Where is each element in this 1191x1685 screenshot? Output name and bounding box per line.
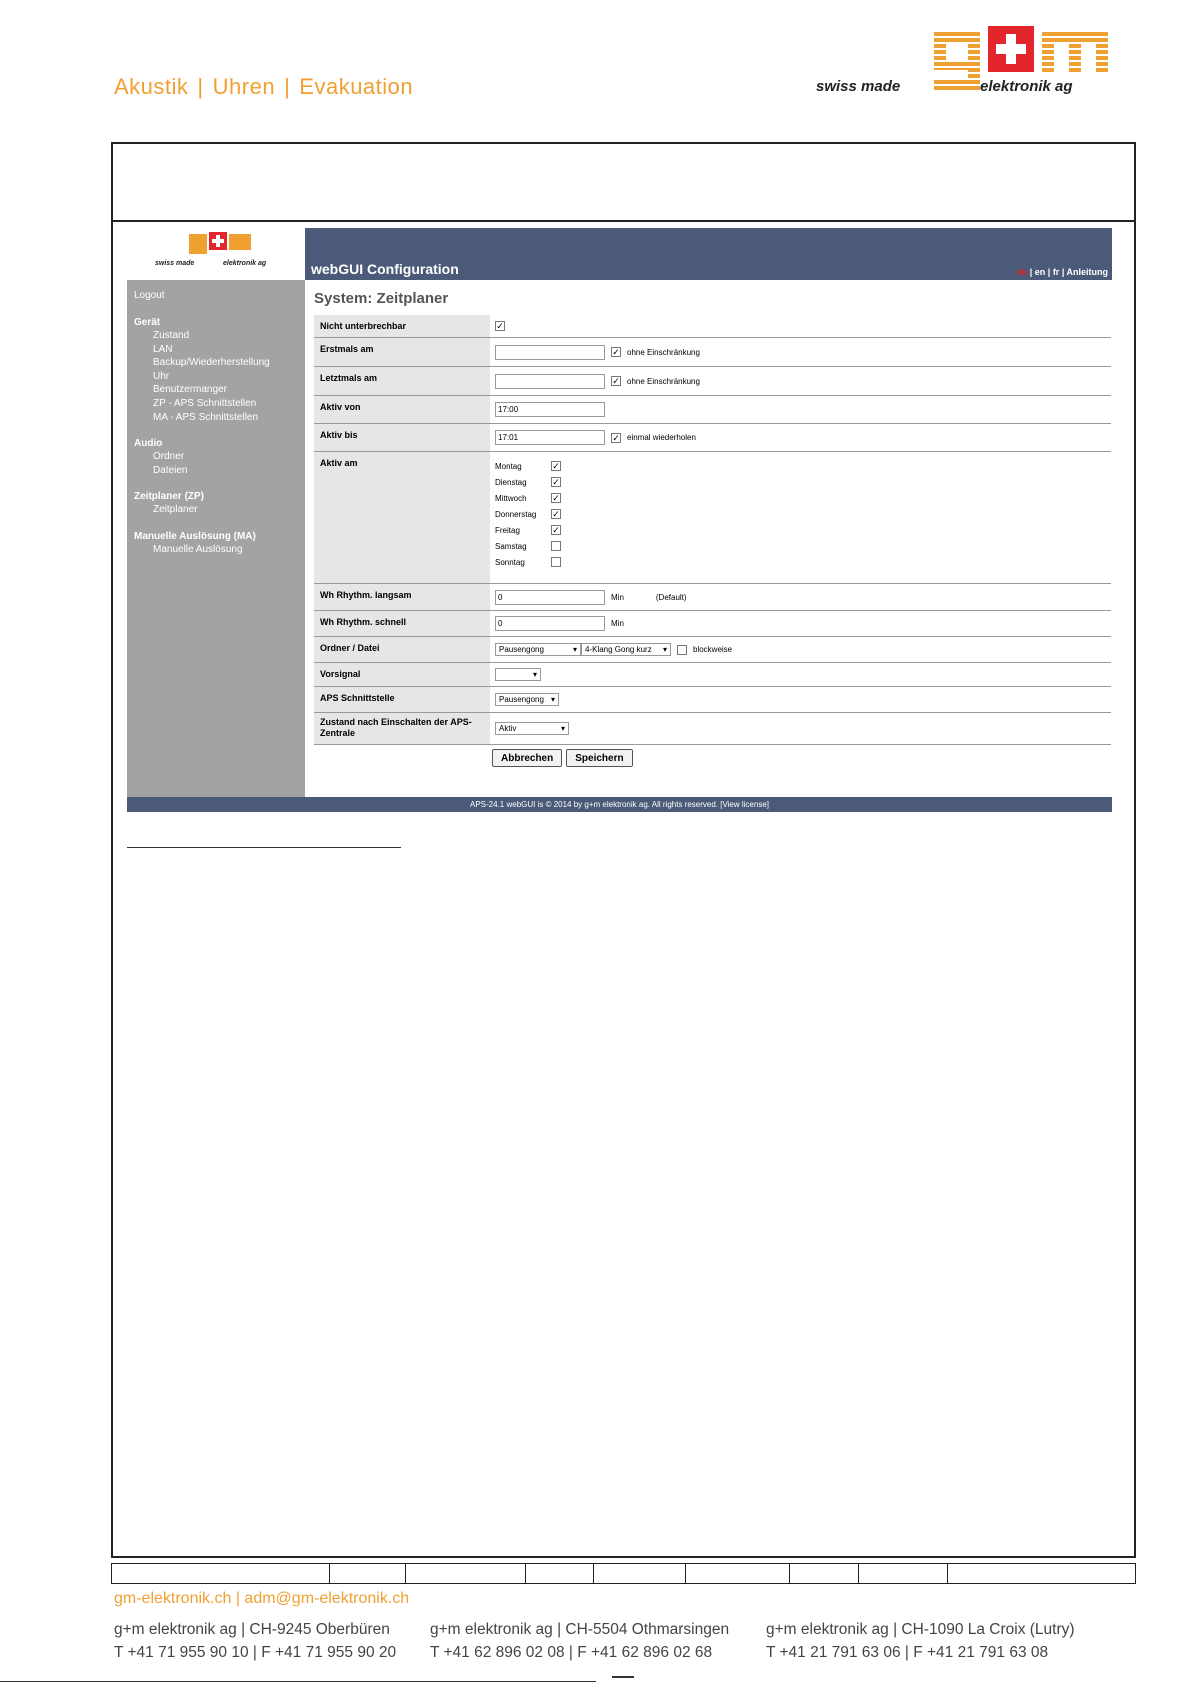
sidebar-group-zeitplaner bbox=[134, 490, 305, 517]
gui-logo-swiss-made: swiss made bbox=[155, 260, 195, 267]
day-label: Sonntag bbox=[495, 557, 525, 567]
bottom-mark bbox=[612, 1676, 634, 1678]
sidebar-section-title[interactable]: Gerät bbox=[134, 317, 161, 328]
default-note: (Default) bbox=[655, 592, 687, 602]
sidebar-item-manuelle-ausloesung[interactable]: Manuelle Auslösung bbox=[153, 543, 243, 555]
lang-separator: | bbox=[1045, 267, 1053, 277]
erstmals-input[interactable] bbox=[495, 345, 605, 360]
form-row bbox=[314, 611, 1111, 637]
form-row bbox=[314, 637, 1111, 663]
aps-select-value: Pausengong bbox=[499, 695, 544, 704]
footer-cell bbox=[948, 1564, 1135, 1583]
sidebar-item-benutzermanger[interactable]: Benutzermanger bbox=[153, 384, 227, 396]
address-othmarsingen bbox=[430, 1618, 729, 1664]
checkbox-label: ohne Einschränkung bbox=[627, 347, 700, 357]
unit-label: Min bbox=[611, 592, 624, 602]
letztmals-input[interactable] bbox=[495, 374, 605, 389]
day-label: Mittwoch bbox=[495, 493, 527, 503]
footer-cell bbox=[526, 1564, 594, 1583]
field-label: APS Schnittstelle bbox=[314, 687, 491, 712]
rhythm-schnell-input[interactable]: 0 bbox=[495, 616, 605, 631]
lang-en-link[interactable]: en bbox=[1034, 267, 1046, 277]
chevron-down-icon: ▾ bbox=[572, 645, 577, 654]
folder-select[interactable] bbox=[495, 643, 581, 656]
sidebar-item-zp-aps[interactable]: ZP - APS Schnittstellen bbox=[153, 397, 257, 409]
sidebar-item-backup[interactable]: Backup/Wiederherstellung bbox=[153, 357, 270, 369]
logo-elektronik: elektronik ag bbox=[980, 78, 1073, 95]
address-line: g+m elektronik ag | CH-9245 Oberbüren bbox=[114, 1621, 390, 1638]
field-label: Aktiv bis bbox=[314, 424, 491, 451]
footer-cell bbox=[406, 1564, 526, 1583]
field-label: Nicht unterbrechbar bbox=[314, 315, 491, 337]
letztmals-unlimited-checkbox[interactable]: ✓ bbox=[612, 376, 620, 386]
sidebar-item-uhr[interactable]: Uhr bbox=[153, 370, 170, 382]
checkbox-label: ohne Einschränkung bbox=[627, 376, 700, 386]
logo-swiss-made: swiss made bbox=[816, 78, 901, 95]
sidebar-section-title[interactable]: Manuelle Auslösung (MA) bbox=[134, 530, 256, 542]
field-label: Wh Rhythm. langsam bbox=[314, 584, 491, 610]
field-label: Ordner / Datei bbox=[314, 637, 491, 662]
field-label: Wh Rhythm. schnell bbox=[314, 611, 491, 636]
footer-cell bbox=[790, 1564, 859, 1583]
sidebar bbox=[127, 280, 305, 797]
vorsignal-select[interactable] bbox=[495, 668, 541, 681]
chevron-down-icon: ▾ bbox=[560, 724, 565, 733]
chevron-down-icon: ▾ bbox=[532, 670, 537, 679]
button-bar bbox=[314, 745, 1111, 769]
lang-de-link[interactable]: de bbox=[1016, 267, 1028, 277]
zustand-select-value: Aktiv bbox=[499, 724, 517, 733]
field-label: Zustand nach Einschalten der APS-Zentrale bbox=[314, 713, 491, 744]
gui-header bbox=[305, 228, 1112, 280]
gui-footer: APS-24.1 webGUI is © 2014 by g+m elektronik ag. All rights reserved. [View license] bbox=[127, 797, 1112, 812]
sidebar-item-lan[interactable]: LAN bbox=[153, 343, 173, 355]
save-button[interactable]: Speichern bbox=[566, 749, 632, 767]
day-checkbox-samstag[interactable] bbox=[551, 541, 561, 551]
sidebar-section-title[interactable]: Zeitplaner (ZP) bbox=[134, 491, 205, 503]
field-label: Letztmals am bbox=[314, 367, 491, 395]
chevron-down-icon: ▾ bbox=[550, 695, 555, 704]
day-label: Samstag bbox=[495, 541, 527, 551]
day-label: Montag bbox=[495, 461, 522, 471]
day-checkbox-dienstag[interactable]: ✓ bbox=[552, 477, 560, 487]
tagline-separator: | bbox=[284, 74, 291, 99]
gui-title: webGUI Configuration bbox=[311, 261, 459, 277]
day-checkbox-donnerstag[interactable]: ✓ bbox=[552, 509, 560, 519]
form-row bbox=[314, 687, 1111, 713]
sidebar-group-geraet bbox=[134, 316, 305, 424]
day-label: Dienstag bbox=[495, 477, 527, 487]
checkbox-label: blockweise bbox=[693, 645, 733, 654]
erstmals-unlimited-checkbox[interactable]: ✓ bbox=[612, 347, 620, 357]
day-checkbox-mittwoch[interactable]: ✓ bbox=[552, 493, 560, 503]
footer-cell bbox=[686, 1564, 790, 1583]
field-label: Erstmals am bbox=[314, 338, 491, 366]
day-label: Freitag bbox=[495, 525, 520, 535]
tagline-evakuation: Evakuation bbox=[299, 74, 414, 99]
footer-cell bbox=[594, 1564, 686, 1583]
day-checkbox-sonntag[interactable] bbox=[551, 557, 561, 567]
phone-line: T +41 71 955 90 10 | F +41 71 955 90 20 bbox=[114, 1644, 397, 1661]
checkbox-label: einmal wiederholen bbox=[627, 433, 696, 442]
sidebar-group-manuelle bbox=[134, 530, 305, 557]
einmal-wiederholen-checkbox[interactable]: ✓ bbox=[612, 432, 620, 443]
webgui-screenshot bbox=[127, 228, 1112, 812]
form-row bbox=[314, 315, 1111, 338]
gui-logo-elektronik: elektronik ag bbox=[223, 260, 267, 267]
form-row bbox=[314, 452, 1111, 584]
bottom-rule bbox=[0, 1681, 596, 1682]
blockweise-checkbox[interactable] bbox=[677, 645, 687, 655]
address-line: g+m elektronik ag | CH-1090 La Croix (Lutry) bbox=[766, 1621, 1075, 1638]
underline-rule bbox=[127, 847, 401, 848]
manual-link[interactable]: Anleitung bbox=[1066, 267, 1108, 277]
footer-table bbox=[111, 1563, 1136, 1584]
address-la-croix bbox=[766, 1618, 1075, 1664]
form-row bbox=[314, 663, 1111, 687]
sidebar-item-zustand[interactable]: Zustand bbox=[153, 330, 190, 341]
address-oberbueren bbox=[114, 1618, 396, 1664]
field-label: Vorsignal bbox=[314, 663, 491, 686]
language-switcher bbox=[1017, 267, 1108, 277]
phone-line: T +41 21 791 63 06 | F +41 21 791 63 08 bbox=[766, 1644, 1049, 1661]
gui-logo bbox=[127, 228, 305, 280]
nicht-unterbrechbar-checkbox[interactable]: ✓ bbox=[496, 321, 504, 331]
footer-cell bbox=[112, 1564, 330, 1583]
sidebar-item-ordner[interactable]: Ordner bbox=[153, 451, 185, 463]
rhythm-langsam-input[interactable]: 0 bbox=[495, 590, 605, 605]
cancel-button[interactable]: Abbrechen bbox=[492, 749, 562, 767]
sidebar-item-ma-aps[interactable]: MA - APS Schnittstellen bbox=[153, 411, 259, 423]
gm-logo-small bbox=[187, 230, 253, 256]
form-row bbox=[314, 424, 1111, 452]
form-row bbox=[314, 396, 1111, 424]
sidebar-item-dateien[interactable]: Dateien bbox=[153, 464, 188, 476]
form-row bbox=[314, 367, 1111, 396]
tagline bbox=[114, 74, 413, 100]
form-row bbox=[314, 584, 1111, 611]
weekday-list bbox=[495, 457, 565, 567]
form-row bbox=[314, 338, 1111, 367]
footer-web-contact[interactable]: gm-elektronik.ch | adm@gm-elektronik.ch bbox=[114, 1590, 410, 1607]
footer-cell bbox=[859, 1564, 948, 1583]
scheduler-form bbox=[314, 315, 1111, 769]
day-checkbox-montag[interactable]: ✓ bbox=[552, 461, 560, 471]
lang-fr-link[interactable]: fr bbox=[1052, 267, 1060, 277]
tagline-separator: | bbox=[197, 74, 204, 99]
logout-link[interactable]: Logout bbox=[134, 290, 165, 301]
tagline-akustik: Akustik bbox=[114, 74, 189, 99]
lang-separator: | bbox=[1027, 267, 1035, 277]
day-label: Donnerstag bbox=[495, 509, 537, 519]
aps-select[interactable] bbox=[495, 693, 559, 706]
company-logo bbox=[812, 26, 1112, 98]
aktiv-von-input[interactable]: 17:00 bbox=[495, 402, 605, 417]
chevron-down-icon: ▾ bbox=[662, 645, 667, 654]
file-select[interactable] bbox=[581, 643, 671, 656]
tagline-uhren: Uhren bbox=[212, 74, 276, 99]
form-row bbox=[314, 713, 1111, 745]
page-title: System: Zeitplaner bbox=[314, 290, 449, 307]
zustand-select[interactable] bbox=[495, 722, 569, 735]
address-line: g+m elektronik ag | CH-5504 Othmarsingen bbox=[430, 1621, 730, 1638]
file-select-value: 4-Klang Gong kurz bbox=[585, 645, 652, 654]
unit-label: Min bbox=[611, 619, 624, 628]
sidebar-section-title[interactable]: Audio bbox=[134, 438, 163, 450]
field-label: Aktiv am bbox=[314, 452, 491, 583]
phone-line: T +41 62 896 02 08 | F +41 62 896 02 68 bbox=[430, 1644, 713, 1661]
day-checkbox-freitag[interactable]: ✓ bbox=[552, 525, 560, 535]
lang-separator: | bbox=[1059, 267, 1067, 277]
field-label: Aktiv von bbox=[314, 396, 491, 423]
folder-select-value: Pausengong bbox=[499, 645, 544, 654]
aktiv-bis-input[interactable]: 17:01 bbox=[495, 430, 605, 445]
sidebar-item-zeitplaner[interactable]: Zeitplaner bbox=[153, 504, 198, 516]
frame-divider bbox=[113, 220, 1134, 222]
sidebar-group-audio bbox=[134, 437, 305, 477]
gui-main bbox=[305, 280, 1112, 797]
footer-cell bbox=[330, 1564, 406, 1583]
